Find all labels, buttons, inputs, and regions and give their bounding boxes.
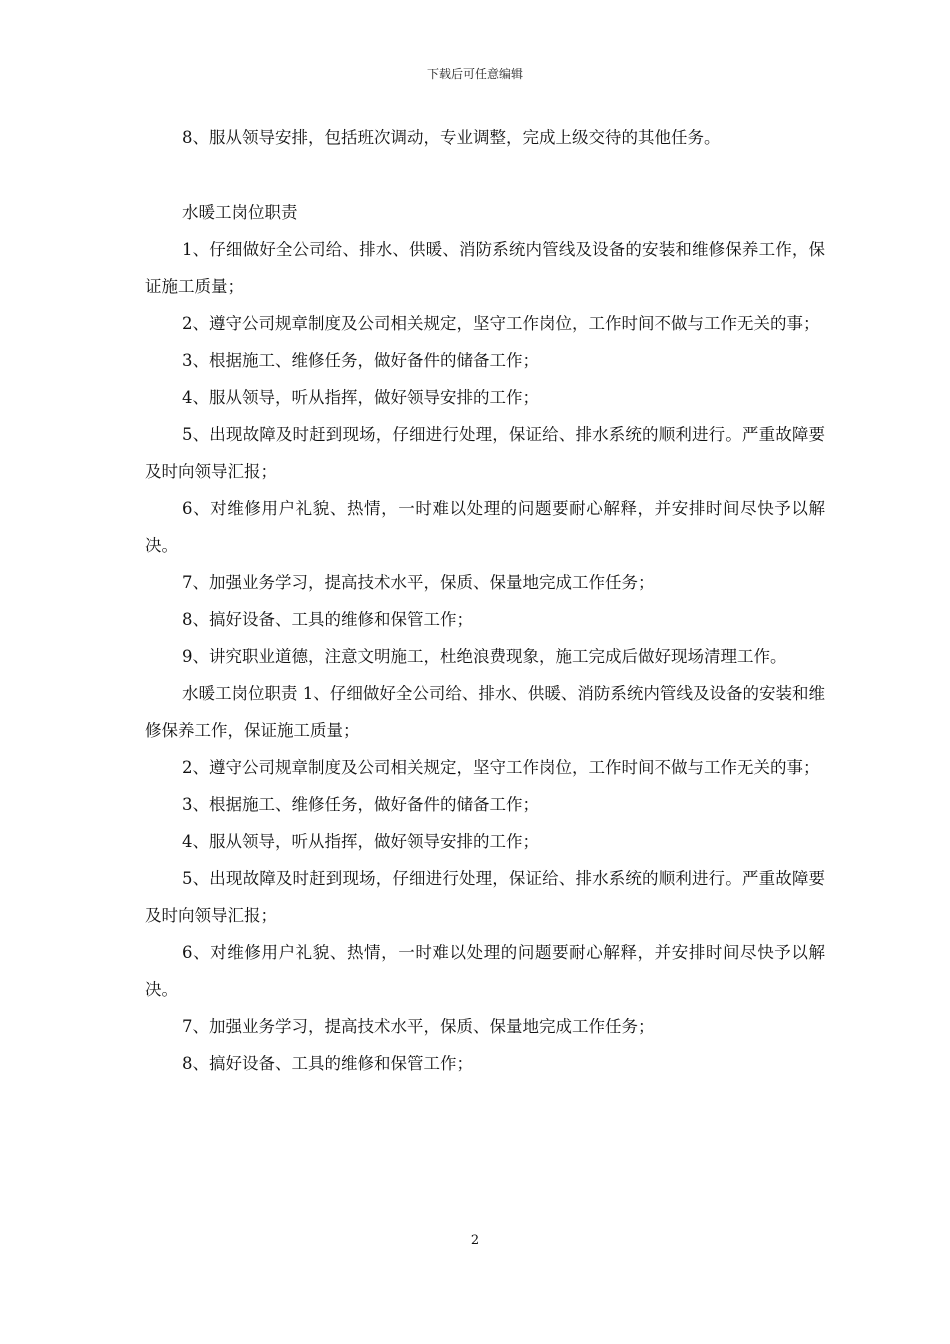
paragraph: 水暖工岗位职责 1、仔细做好全公司给、排水、供暖、消防系统内管线及设备的安装和维修保养工作，保证施工质量； [145, 684, 825, 740]
paragraph: 2、遵守公司规章制度及公司相关规定，坚守工作岗位，工作时间不做与工作无关的事； [182, 314, 820, 333]
page-header: 下载后可任意编辑 [426, 67, 523, 81]
paragraph: 8、搞好设备、工具的维修和保管工作； [182, 1054, 473, 1073]
paragraph: 9、讲究职业道德，注意文明施工，杜绝浪费现象，施工完成后做好现场清理工作。 [182, 647, 787, 666]
paragraph: 6、对维修用户礼貌、热情，一时难以处理的问题要耐心解释，并安排时间尽快予以解决。 [145, 943, 825, 999]
paragraph: 1、仔细做好全公司给、排水、供暖、消防系统内管线及设备的安装和维修保养工作，保证施工质量； [145, 240, 825, 296]
paragraph: 8、搞好设备、工具的维修和保管工作； [182, 610, 473, 629]
paragraph: 5、出现故障及时赶到现场，仔细进行处理，保证给、排水系统的顺利进行。严重故障要及时向领导汇报； [145, 869, 825, 925]
document-body [145, 119, 825, 1082]
paragraph: 3、根据施工、维修任务，做好备件的储备工作； [182, 351, 539, 370]
paragraph: 3、根据施工、维修任务，做好备件的储备工作； [182, 795, 539, 814]
page-number: 2 [470, 1233, 480, 1248]
paragraph: 6、对维修用户礼貌、热情，一时难以处理的问题要耐心解释，并安排时间尽快予以解决。 [145, 499, 825, 555]
paragraph: 2、遵守公司规章制度及公司相关规定，坚守工作岗位，工作时间不做与工作无关的事； [182, 758, 820, 777]
paragraph: 5、出现故障及时赶到现场，仔细进行处理，保证给、排水系统的顺利进行。严重故障要及时向领导汇报； [145, 425, 825, 481]
blank-line [145, 156, 825, 194]
paragraph: 4、服从领导，听从指挥，做好领导安排的工作； [182, 388, 539, 407]
paragraph: 7、加强业务学习，提高技术水平，保质、保量地完成工作任务； [182, 573, 655, 592]
section-title: 水暖工岗位职责 [182, 203, 298, 222]
paragraph: 7、加强业务学习，提高技术水平，保质、保量地完成工作任务； [182, 1017, 655, 1036]
paragraph: 8、服从领导安排，包括班次调动，专业调整，完成上级交待的其他任务。 [182, 128, 721, 147]
paragraph: 4、服从领导，听从指挥，做好领导安排的工作； [182, 832, 539, 851]
